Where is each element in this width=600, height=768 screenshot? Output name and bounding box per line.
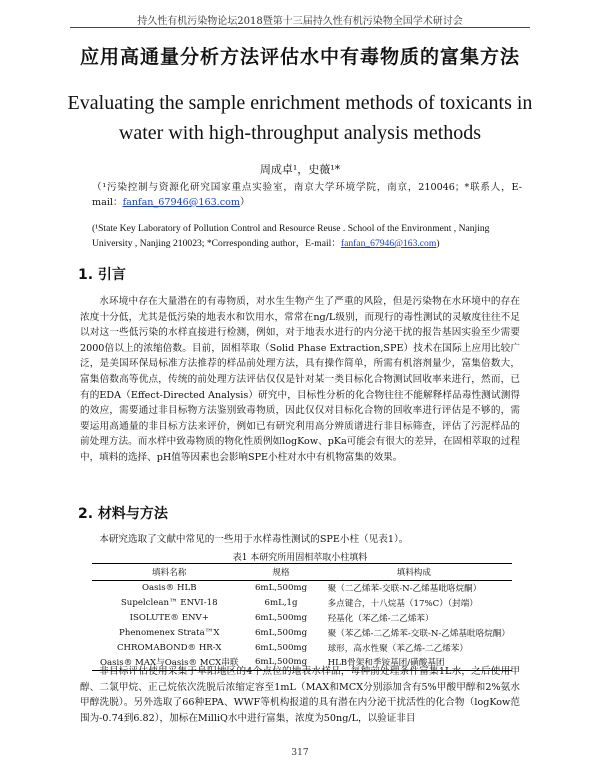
table-header-cell: 规格 xyxy=(246,564,315,581)
methods-intro-text: 本研究选取了文献中常见的一些用于水样毒性测试的SPE小柱（见表1）。 xyxy=(99,534,409,545)
table-row xyxy=(92,611,512,626)
affiliation-english-end: ) xyxy=(436,238,440,249)
running-header: 持久性有机污染物论坛2018暨第十三届持久性有机污染物全国学术研讨会 xyxy=(137,16,463,27)
table-cell: 羟基化（苯乙烯-二乙烯苯） xyxy=(327,613,434,624)
title-english-line-1: Evaluating the sample enrichment methods of toxicants in xyxy=(67,92,533,114)
table-cell: Oasis® MAX与Oasis® MCX串联 xyxy=(92,655,246,670)
section-heading-introduction: 1. 引言 xyxy=(78,267,126,283)
title-english-line-2: water with high-throughput analysis methods xyxy=(118,122,482,144)
title-chinese: 应用高通量分析方法评估水中有毒物质的富集方法 xyxy=(79,46,520,68)
affiliation-chinese-text: （¹污染控制与资源化研究国家重点实验室，南京大学环境学院，南京，210046；*联系人，E-mail： xyxy=(92,182,522,208)
introduction-text: 水环境中存在大量潜在的有毒物质，对水生生物产生了严重的风险，但是污染物在水环境中的存在浓度十分低，尤其是低污染的地表水和饮用水，常常在ng/L级别，而现行的毒性测试的灵敏度往往不足以对这一些低污染的水样直接进行检测，例如，对于地表水进行的内分泌干扰的报告基因实验至少需要2000倍以上的浓缩倍数。目前，固相萃取（Solid Phase Extraction,SPE）技术在国际上应用比较广泛，是美国环保局标准方法推荐的样品前处理方法，具有操作简单，所需有机溶剂量少，富集倍数大，富集倍数高等优点，传统的前处理方法评估仅仅是针对某一类目标化合物测试回收率来进行，然而，已有的EDA（Effect-Directed Analysis）研究中，目标性分析的化合物往往不能解释样品毒性测试测得的效应，需要通过非目标物方法鉴别致毒物质，因此仅仅对目标化合物的回收率进行评估是不够的，需要运用高通量的非目标方法来评价，例如已有研究利用高分辨质谱进行非目标筛查，评估了污泥样品的前处理方法。而水样中致毒物质的物化性质例如logKow、pKa可能会有很大的差异，在固相萃取的过程中，填料的选择、pH值等因素也会影响SPE小柱对水中有机物富集的效果。 xyxy=(80,296,520,463)
table-row xyxy=(92,596,512,611)
table-cell: Supelclean™ ENVI-18 xyxy=(120,598,218,609)
table-cell: 多点键合，十八烷基（17%C）（封端） xyxy=(327,599,478,610)
affiliation-chinese-end: ） xyxy=(239,197,250,208)
table-cell: 6mL,500mg xyxy=(246,655,315,670)
table-cell: Phenomenex Strata™X xyxy=(119,627,220,638)
table-cell: Oasis® HLB xyxy=(141,583,197,594)
table-cell: 聚（二乙烯苯-交联-N-乙烯基吡咯烷酮） xyxy=(327,584,482,595)
table-cell: 球形，高水性聚（苯乙烯-二乙烯苯） xyxy=(327,643,468,654)
table-cell: CHROMABOND® HR-X xyxy=(116,642,222,653)
table-cell: 聚（苯乙烯-二乙烯苯-交联-N-乙烯基吡咯烷酮） xyxy=(327,628,510,639)
authors: 周成卓¹，史薇¹* xyxy=(259,163,341,176)
affiliation-english xyxy=(92,221,522,251)
table-cell: 6mL,500mg xyxy=(254,627,308,638)
table-cell: ISOLUTE® ENV+ xyxy=(129,612,209,623)
table-row xyxy=(92,640,512,655)
spe-column-table xyxy=(92,563,512,671)
email-link[interactable]: fanfan_67946@163.com xyxy=(122,197,240,208)
table-cell: 6mL,1g xyxy=(264,598,298,609)
table-cell: 6mL,500mg xyxy=(254,612,308,623)
page-number: 317 xyxy=(291,748,309,758)
header-divider xyxy=(70,27,530,28)
table-cell: HLB骨架和季铵基团/磺酸基团 xyxy=(316,655,512,670)
methods-text: 非目标评估使用采集于阜阳地区的4个点位的地表水样品，每种前处理条件富集1L水，之后使用甲醇、二氯甲烷、正己烷依次洗脱后浓缩定容至1mL（MAX和MCX分别添加含有5%甲酸甲醇和2%氨水甲醇洗脱）。另外选取了66种EPA、WWF等机构报道的具有潜在内分泌干扰活性的化合物（logKow范围为-0.74到6.82），加标在MilliQ水中进行富集，浓度为50ng/L，以验证非目 xyxy=(80,666,520,724)
table-row xyxy=(92,625,512,640)
email-link-english[interactable]: fanfan_67946@163.com xyxy=(340,238,437,249)
methods-paragraph xyxy=(80,664,520,726)
introduction-paragraph xyxy=(80,294,520,466)
table-cell: 6mL,500mg xyxy=(254,642,308,653)
affiliation-chinese xyxy=(92,180,522,210)
table-header-cell: 填料名称 xyxy=(92,564,246,581)
table-header-cell: 填料构成 xyxy=(316,564,512,581)
table-row xyxy=(92,581,512,596)
table-caption: 表1 本研究所用固相萃取小柱填料 xyxy=(232,553,368,563)
table-cell: 6mL,500mg xyxy=(254,583,308,594)
section-heading-methods: 2. 材料与方法 xyxy=(78,506,168,522)
methods-intro-paragraph xyxy=(80,532,520,548)
table-header-row xyxy=(92,564,512,581)
affiliation-english-text: (¹State Key Laboratory of Pollution Control and Resource Reuse . School of the Environment , Nanjing University , Nanjing 210023; *Corresponding author，E-mail： xyxy=(92,223,490,249)
